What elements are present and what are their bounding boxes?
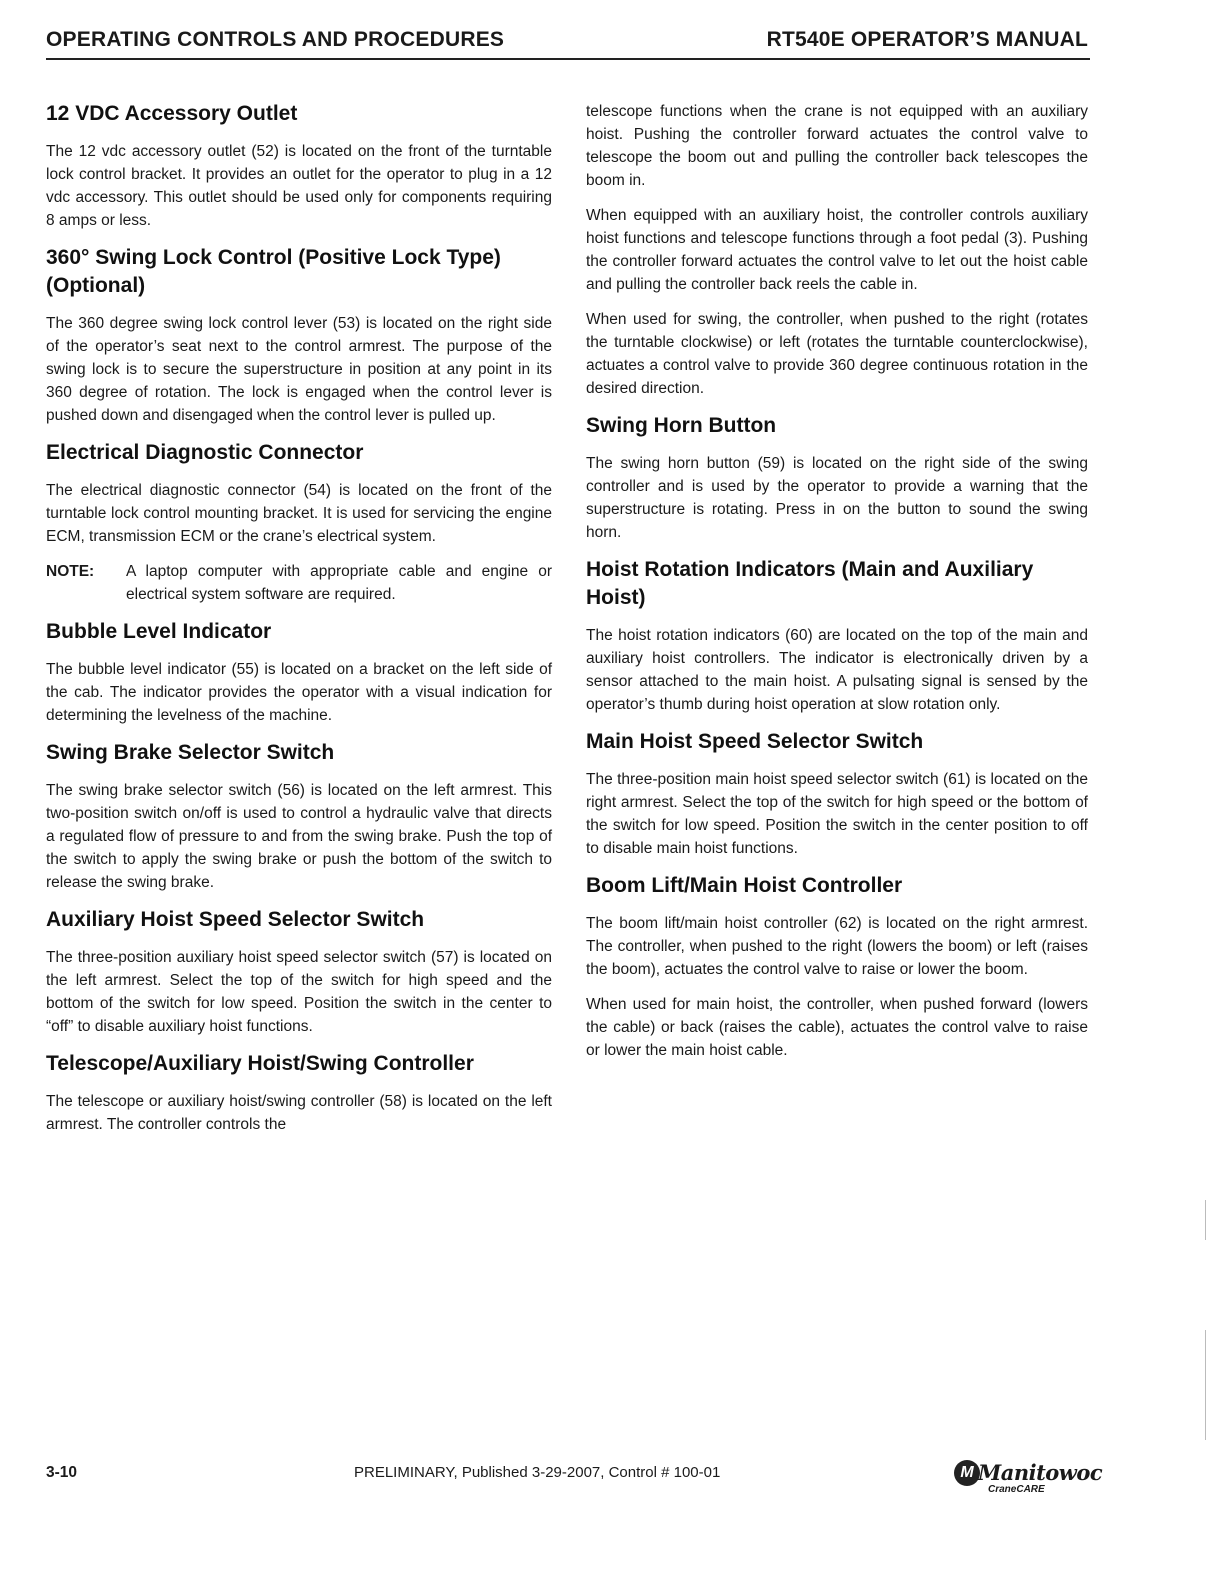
section-heading: Swing Horn Button [586,414,777,437]
page-header [46,26,1090,60]
paragraph: The boom lift/main hoist controller (62) is located on the right armrest. The controller, when pushed to the right (lowers the boom) or left (raises the boom), actuates the control valve to raise or lower the boom. [586,915,1088,978]
paragraph: The bubble level indicator (55) is located on a bracket on the left side of the cab. The indicator provides the operator with a visual indication for determining the levelness of the machine. [46,661,552,724]
paragraph: The swing horn button (59) is located on the right side of the swing controller and is used by the operator to provide a warning that the superstructure is rotating. Press in on the button to sound the swing horn. [586,455,1088,541]
page-footer [46,1460,1103,1504]
publication-info: PRELIMINARY, Published 3-29-2007, Control # 100-01 [354,1464,721,1481]
section-heading: 12 VDC Accessory Outlet [46,102,298,125]
section-heading: Bubble Level Indicator [46,620,272,643]
section-heading: Boom Lift/Main Hoist Controller [586,874,903,897]
scan-artifact [1205,1330,1206,1440]
section-aux-hoist-speed [46,906,552,1038]
paragraph: The swing brake selector switch (56) is located on the left armrest. This two-position switch on/off is used to control a hydraulic valve that directs a regulated flow of pressure to and from the swing brake. Push the top of the switch to apply the swing brake or push the bottom of the switch to release the swing brake. [46,782,552,891]
section-accessory-outlet [46,100,552,232]
section-main-hoist-speed [586,728,1088,860]
section-swing-horn [586,412,1088,544]
note-label: NOTE: [46,563,95,580]
logo-subtitle: CraneCARE [988,1484,1045,1495]
paragraph: When used for swing, the controller, when pushed to the right (rotates the turntable clockwise) or left (rotates the turntable counterclockwise), actuates a control valve to provide 360 degree continuous rotation in the desired direction. [586,311,1088,397]
logo-wordmark: Manitowoc [978,1460,1103,1485]
paragraph: The three-position main hoist speed selector switch (61) is located on the right armrest. Select the top of the switch for high speed or the bottom of the switch for low speed. Position the switch in the center position to off to disable main hoist functions. [586,771,1088,857]
section-header-title: OPERATING CONTROLS AND PROCEDURES [46,28,505,51]
left-column [46,100,552,1148]
paragraph: When equipped with an auxiliary hoist, the controller controls auxiliary hoist functions and telescope functions through a foot pedal (3). Pushing the controller forward actuates the control valve to let out the hoist cable and pulling the controller back reels the cable in. [586,207,1088,293]
paragraph: The 360 degree swing lock control lever (53) is located on the right side of the operator’s seat next to the control armrest. The purpose of the swing lock is to secure the superstructure in position at any point in its 360 degree of rotation. The lock is engaged when the control lever is pushed down and disengaged when the control lever is pulled up. [46,315,552,424]
note-text: A laptop computer with appropriate cable and engine or electrical system software are required. [126,563,552,603]
paragraph: telescope functions when the crane is not equipped with an auxiliary hoist. Pushing the controller forward actuates the control valve to telescope the boom out and pulling the controller back telescopes the boom in. [586,103,1088,189]
section-diagnostic-connector [46,439,552,606]
section-heading: Telescope/Auxiliary Hoist/Swing Controller [46,1052,474,1075]
scan-artifact [1205,1200,1206,1240]
section-swing-brake [46,739,552,894]
section-swing-lock [46,244,552,427]
section-bubble-level [46,618,552,727]
section-telescope-continued [586,100,1088,400]
section-boom-lift [586,872,1088,1062]
paragraph: The 12 vdc accessory outlet (52) is located on the front of the turntable lock control bracket. It provides an outlet for the operator to plug in a 12 vdc accessory. This outlet should be used only for components requiring 8 amps or less. [46,143,552,229]
right-column [586,100,1088,1074]
paragraph: The telescope or auxiliary hoist/swing controller (58) is located on the left armrest. The controller controls the [46,1093,552,1133]
paragraph: When used for main hoist, the controller, when pushed forward (lowers the cable) or back (raises the cable), actuates the control valve to raise or lower the main hoist cable. [586,996,1088,1059]
section-heading: Electrical Diagnostic Connector [46,441,364,464]
manitowoc-m-icon: M [954,1460,980,1486]
section-heading: Swing Brake Selector Switch [46,741,335,764]
section-heading: Main Hoist Speed Selector Switch [586,730,924,753]
manitowoc-logo [954,1458,1103,1500]
paragraph: The hoist rotation indicators (60) are located on the top of the main and auxiliary hoist controllers. The indicator is electronically driven by a sensor attached to the main hoist. A pulsating signal is sensed by the operator’s thumb during hoist operation at slow rotation only. [586,627,1088,713]
section-hoist-rotation [586,556,1088,716]
page-number: 3-10 [46,1464,78,1481]
section-telescope-controller [46,1050,552,1136]
note [46,560,552,606]
section-heading: Auxiliary Hoist Speed Selector Switch [46,908,425,931]
paragraph: The electrical diagnostic connector (54) is located on the front of the turntable lock control mounting bracket. It is used for servicing the engine ECM, transmission ECM or the crane’s electrical system. [46,482,552,545]
section-heading: 360° Swing Lock Control (Positive Lock Type) (Optional) [46,246,501,297]
manual-title: RT540E OPERATOR’S MANUAL [766,28,1088,51]
section-heading: Hoist Rotation Indicators (Main and Auxiliary Hoist) [586,558,1034,609]
paragraph: The three-position auxiliary hoist speed selector switch (57) is located on the left armrest. Select the top of the switch for high speed and the bottom of the switch for low speed. Position the switch in the center to “off” to disable auxiliary hoist functions. [46,949,552,1035]
